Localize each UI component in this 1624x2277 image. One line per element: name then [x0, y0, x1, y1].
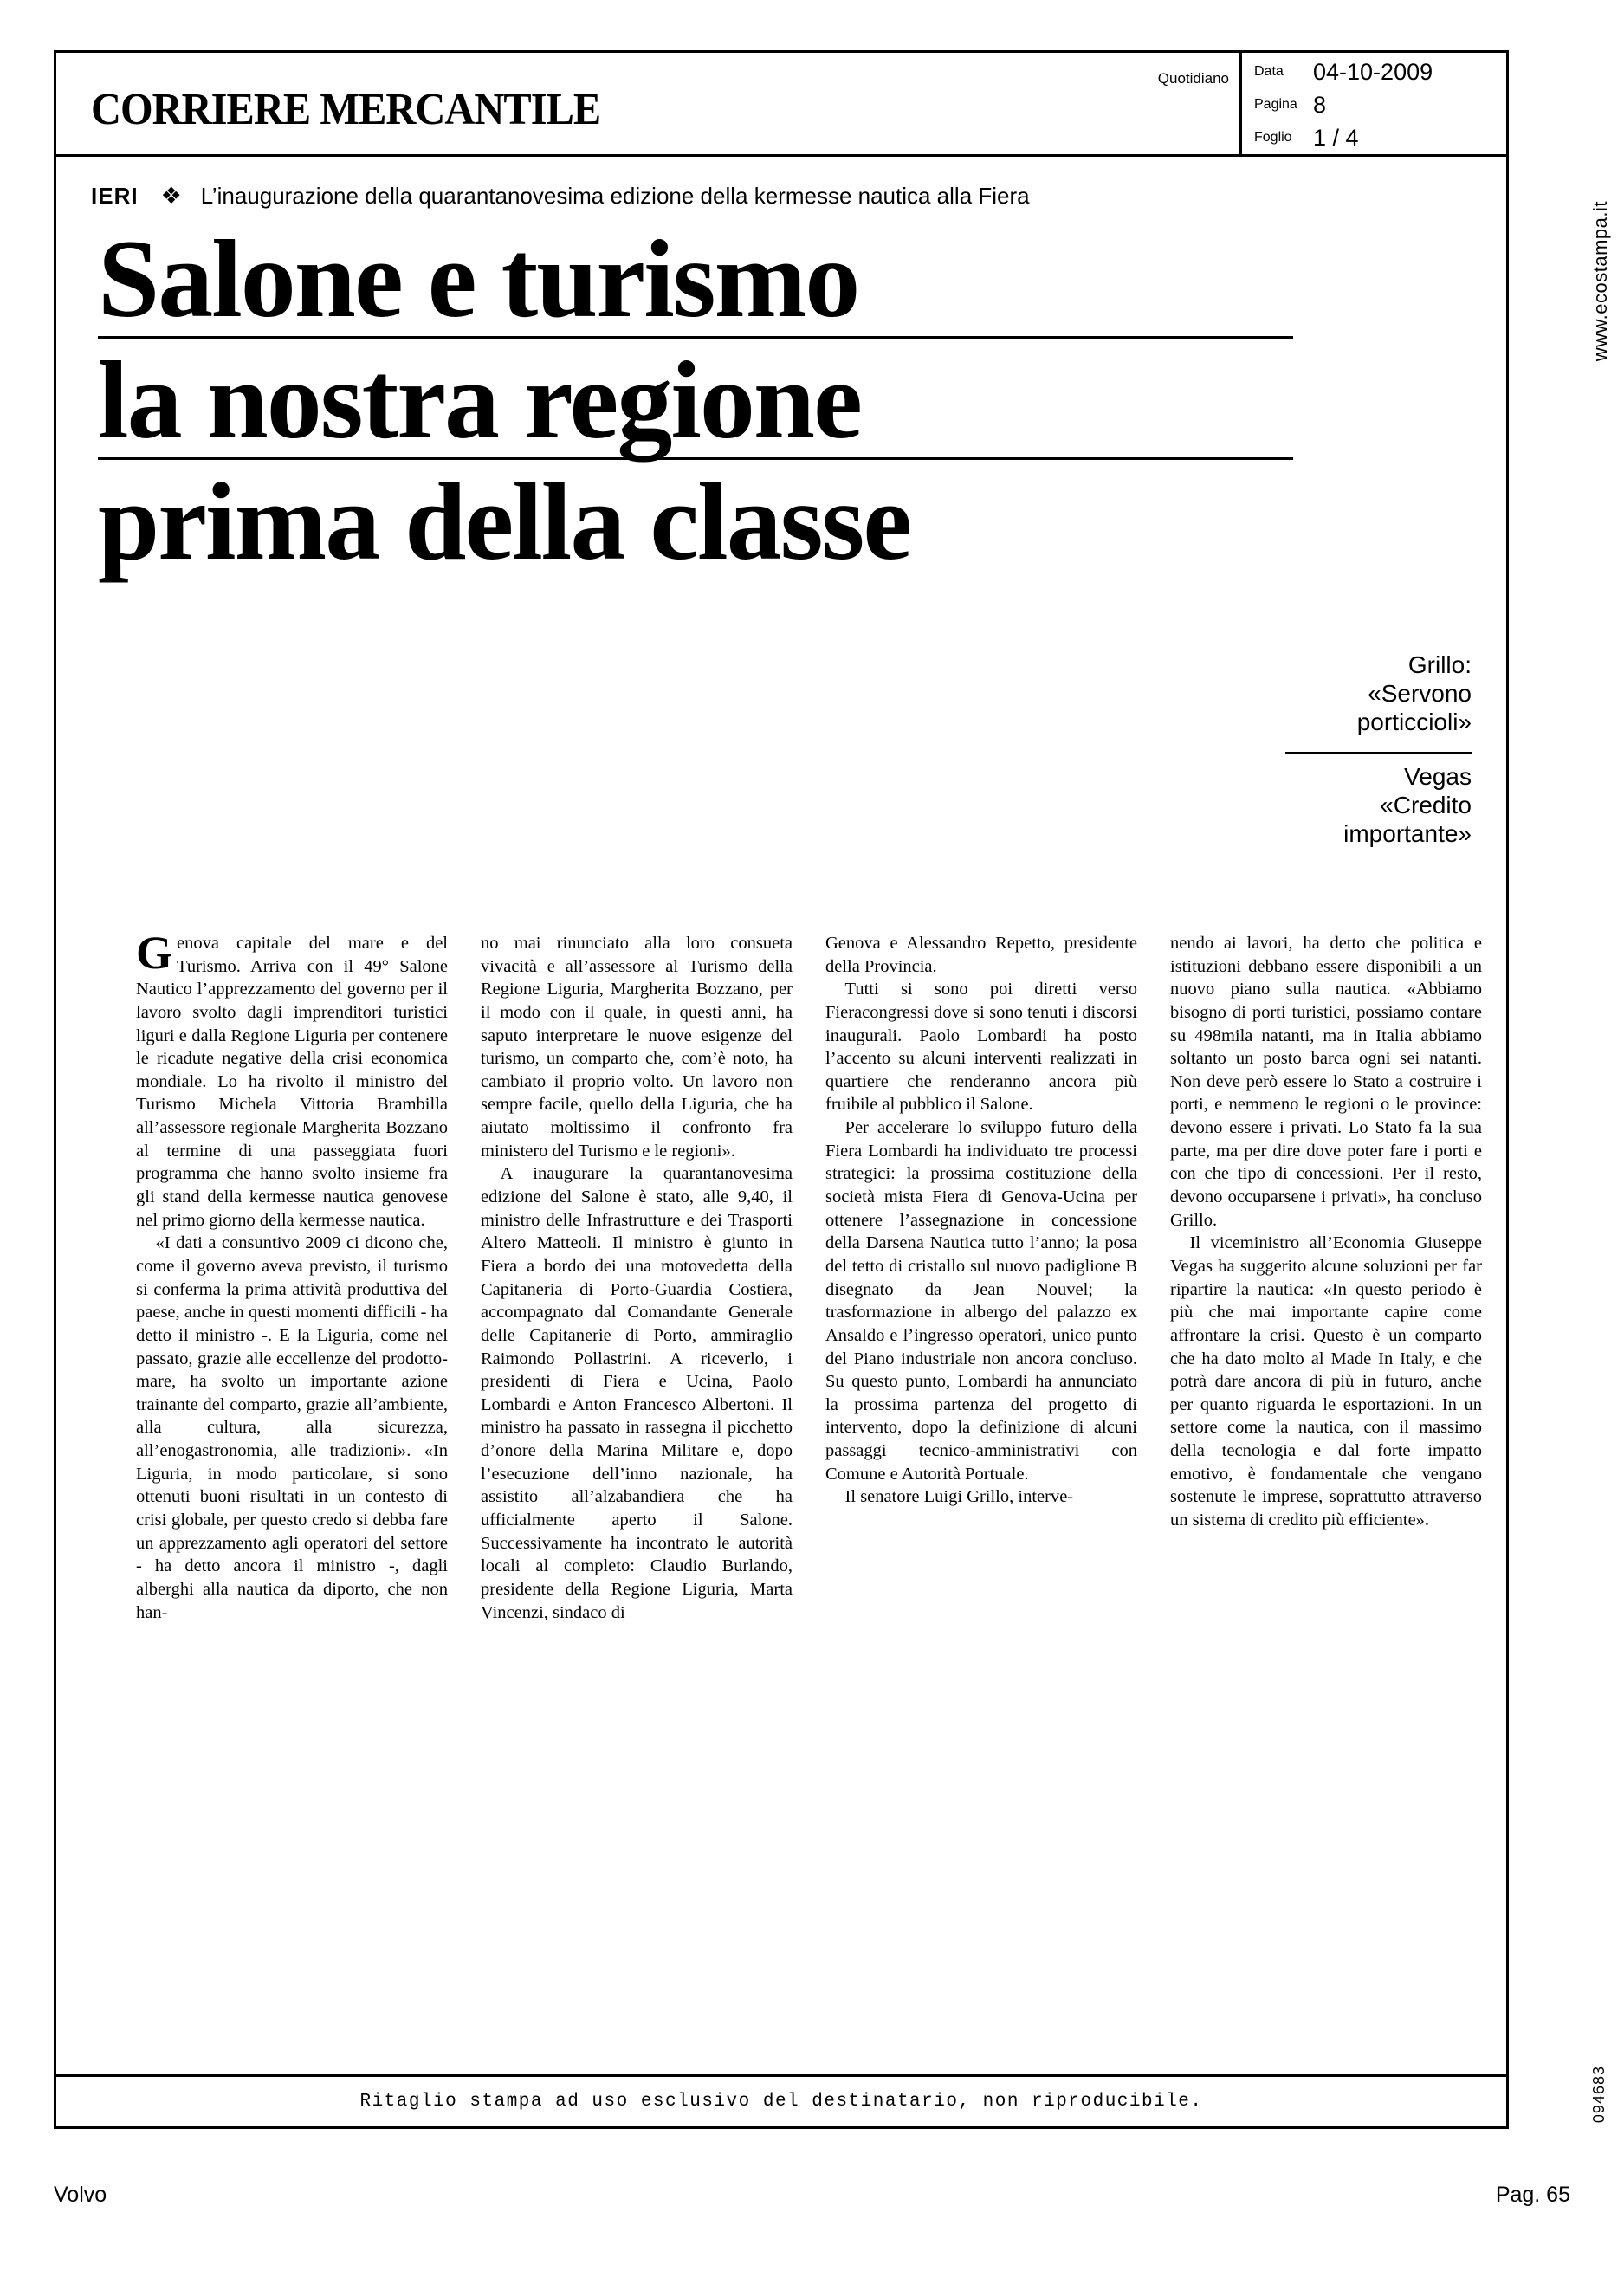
- masthead: [56, 53, 1506, 157]
- metadata-value-data: 04-10-2009: [1313, 58, 1433, 85]
- article-kicker: [91, 183, 1442, 210]
- paragraph: [136, 927, 448, 1232]
- paragraph: Tutti si sono poi diretti verso Fieracongressi dove si sono tenuti i discorsi inaugurali. Paolo Lombardi ha posto l’accento su alcuni interventi realizzati in quartiere che renderanno ancora più fruibile al pubblico il Salone.: [825, 980, 1137, 1115]
- sidebar-quotes: [1285, 650, 1472, 855]
- page-footer: [54, 2183, 1570, 2208]
- reproduction-notice: Ritaglio stampa ad uso esclusivo del destinatario, non riproducibile.: [56, 2074, 1506, 2126]
- paragraph-text: enova capitale del mare e del Turismo. Arriva con il 49° Salone Nautico l’apprezzamento del governo per il lavoro svolto dagli imprenditori turistici liguri e dalla Regione Liguria per contenere le ricadute negative della crisi economica mondiale. Lo ha rivolto il ministro del Turismo Michela Vittoria Brambilla all’assessore regionale Margherita Bozzano al termine di una passeggiata fuori programma che hanno svolto insieme fra gli stand della kermesse nautica genovese nel primo giorno della kermesse nautica.: [136, 934, 448, 1230]
- headline-line-3: prima della classe: [98, 459, 911, 583]
- kicker-day-label: IERI: [91, 183, 139, 209]
- metadata-key-data: Data: [1254, 64, 1284, 79]
- quote-line1-vegas: «Credito: [1380, 792, 1472, 819]
- divider: [1285, 752, 1472, 754]
- clipping-metadata: [1099, 53, 1506, 157]
- sidebar-quote-grillo: [1285, 650, 1472, 743]
- diamond-icon: ❖: [160, 183, 182, 209]
- metadata-row-foglio: [1242, 120, 1506, 155]
- drop-cap: G: [136, 927, 173, 979]
- metadata-row-pagina: [1242, 87, 1506, 122]
- quote-name-grillo: Grillo:: [1407, 651, 1472, 678]
- quote-line2-grillo: porticcioli»: [1356, 708, 1472, 736]
- footer-page-number: Pag. 65: [1495, 2183, 1570, 2207]
- article-column-3: [825, 932, 1137, 1624]
- metadata-key-pagina: Pagina: [1254, 97, 1297, 112]
- headline-line-1: Salone e turismo: [98, 226, 1293, 339]
- press-clipping-frame: [54, 50, 1509, 2129]
- kicker-text: L’inaugurazione della quarantanovesima edizione della kermesse nautica alla Fiera: [200, 183, 1030, 209]
- metadata-value-foglio: 1 / 4: [1313, 124, 1359, 151]
- paragraph: Il viceministro all’Economia Giuseppe Vegas ha suggerito alcune soluzioni per far ripartire la nautica: «In questo periodo è più che mai importante capire come affrontare la crisi. Questo è un comparto che ha dato molto al Made In Italy, e che potrà dare ancora di più in futuro, anche per quanto riguarda le esportazioni. In un settore come la nautica, con il massimo della tecnologia e dal forte impatto emotivo, è fondamentale che vengano sostenute le imprese, soprattutto attraverso un sistema di credito più efficiente».: [1170, 1233, 1482, 1530]
- publication-title: CORRIERE MERCANTILE: [91, 85, 601, 134]
- sidebar-quote-vegas: [1285, 762, 1472, 855]
- paragraph: nendo ai lavori, ha detto che politica e istituzioni debbano essere disponibili a un nuovo piano sulla nautica. «Abbiamo bisogno di porti turistici, possiamo contare su 498mila natanti, ma in Italia abbiamo soltanto un posto barca ogni sei natanti. Non deve però essere lo Stato a costruire i porti, e nemmeno le regioni o le province: devono essere i privati. Lo Stato fa la sua parte, ma per dire dove poter fare i porti e con che tipo di concessioni. Per il resto, devono occuparsene i privati», ha concluso Grillo.: [1170, 934, 1482, 1230]
- article-column-2: [481, 932, 793, 1624]
- source-url-vertical: www.ecostampa.it: [1589, 201, 1611, 362]
- article-column-1: [136, 927, 448, 1624]
- footer-client-name: Volvo: [54, 2183, 107, 2207]
- metadata-key-foglio: Foglio: [1254, 130, 1292, 145]
- paragraph: Il senatore Luigi Grillo, interve-: [844, 1487, 1074, 1507]
- publication-type-label: Quotidiano: [1157, 70, 1229, 87]
- paragraph: no mai rinunciato alla loro consueta vivacità e all’assessore al Turismo della Regione Liguria, Margherita Bozzano, per il modo con il quale, in questi anni, ha saputo interpretare le nuove esigenze del turismo, un comparto che, com’è noto, ha cambiato il proprio volto. Un lavoro non sempre facile, quello della Liguria, che ha aiutato moltissimo il confronto fra ministero del Turismo e le regioni».: [481, 934, 793, 1161]
- metadata-value-pagina: 8: [1313, 91, 1327, 118]
- paragraph: A inaugurare la quarantanovesima edizione del Salone è stato, alle 9,40, il ministro delle Infrastrutture e dei Trasporti Altero Matteoli. Il ministro è giunto in Fiera a bordo dei una motovedetta della Capitaneria di Porto-Guardia Costiera, accompagnato dal Comandante Generale delle Capitanerie di Porto, ammiraglio Raimondo Pollastrini. A riceverlo, i presidenti di Fiera e Ucina, Paolo Lombardi e Anton Francesco Albertoni. Il ministro ha passato in rassegna il picchetto d’onore della Marina Militare e, dopo l’esecuzione dell’inno nazionale, ha assistito all’alzabandiera che ha ufficialmente aperto il Salone. Successivamente ha incontrato le autorità locali al completo: Claudio Burlando, presidente della Regione Liguria, Marta Vincenzi, sindaco di: [481, 1164, 793, 1622]
- metadata-row-data: [1242, 55, 1506, 89]
- article-body: [136, 927, 1487, 1624]
- publication-type-cell: [1099, 53, 1242, 157]
- quote-line1-grillo: «Servono: [1368, 680, 1472, 708]
- quote-name-vegas: Vegas: [1404, 763, 1472, 791]
- article-headline: [98, 217, 1328, 587]
- metadata-fields: [1242, 53, 1506, 157]
- paragraph: Per accelerare lo sviluppo futuro della Fiera Lombardi ha individuato tre processi strategici: la prossima costituzione della società mista Fiera di Genova-Ucina per ottenere l’assegnazione in concessione della Darsena Nautica tutto l’anno; la posa del tetto di cristallo sul nuovo padiglione B disegnato da Jean Nouvel; la trasformazione in albergo del palazzo ex Ansaldo e l’ingresso operatori, unico punto del Piano industriale non ancora concluso. Su questo punto, Lombardi ha annunciato la prossima partenza del progetto di intervento, dopo la definizione di alcuni passaggi tecnico-amministrativi con Comune e Autorità Portuale.: [825, 1118, 1137, 1484]
- quote-line2-vegas: importante»: [1343, 820, 1472, 848]
- clipping-code-vertical: 094683: [1590, 2065, 1608, 2123]
- paragraph: Genova e Alessandro Repetto, presidente della Provincia.: [825, 934, 1137, 976]
- paragraph: «I dati a consuntivo 2009 ci dicono che, come il governo aveva previsto, il turismo si conferma la prima attività produttiva del paese, anche in questi momenti difficili - ha detto il ministro -. E la Liguria, come nel passato, grazie alle eccellenze del prodotto-mare, ha svolto un importante azione trainante del comparto, grazie all’ambiente, alla cultura, alla sicurezza, all’enogastronomia, alle tradizioni». «In Liguria, in modo particolare, si sono ottenuti buoni risultati in un contesto di crisi globale, per questo credo si debba fare un apprezzamento agli operatori del settore - ha detto ancora il ministro -, dagli alberghi alla nautica da diporto, che non han-: [136, 1233, 448, 1622]
- article-column-4: [1170, 932, 1482, 1624]
- headline-line-2: la nostra regione: [98, 347, 1293, 460]
